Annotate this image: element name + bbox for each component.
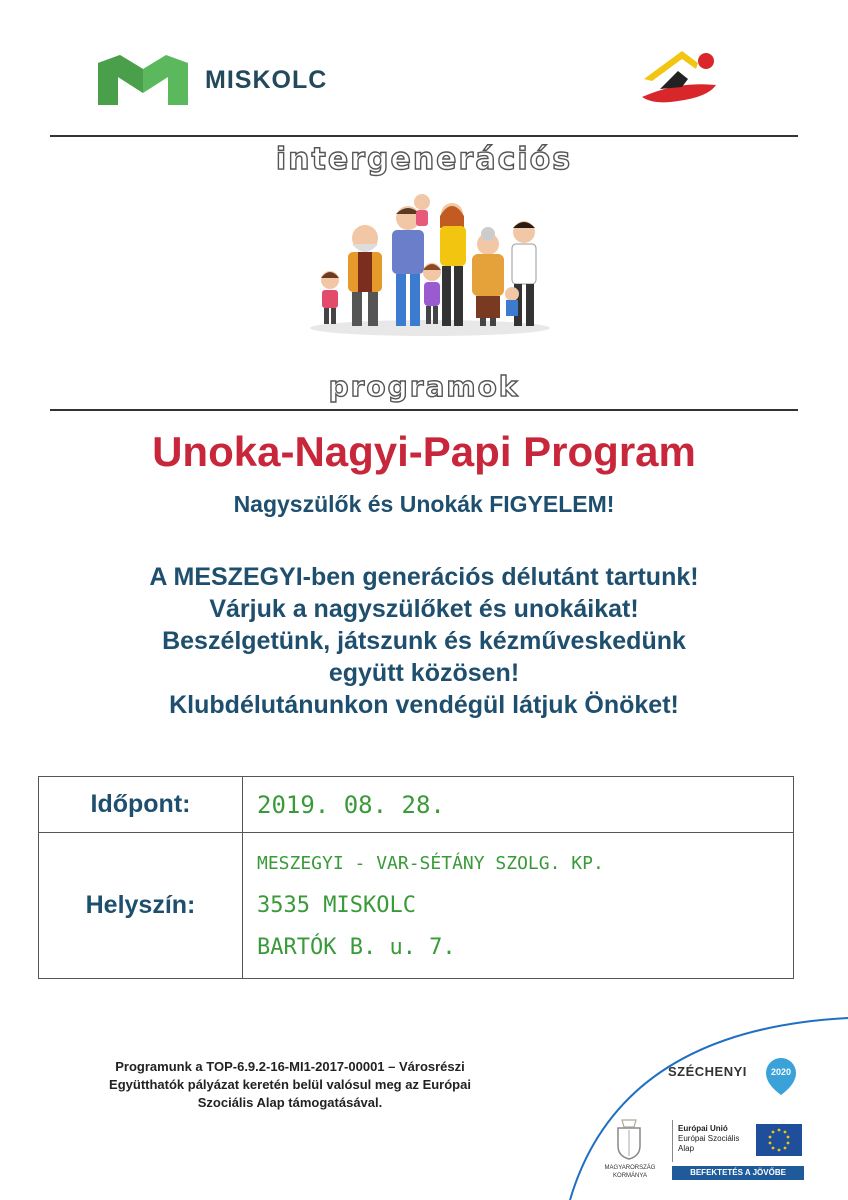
date-value: 2019. 08. 28. bbox=[243, 777, 794, 833]
footer-line: Programunk a TOP-6.9.2-16-MI1-2017-00001 – Városrészi bbox=[115, 1059, 465, 1074]
info-table bbox=[38, 776, 794, 979]
footer-text bbox=[40, 1058, 540, 1112]
date-label: Időpont: bbox=[39, 777, 243, 833]
banner-top-word: intergenerációs bbox=[275, 142, 573, 177]
middle-rule bbox=[50, 409, 798, 411]
eu-line: Alap bbox=[678, 1144, 695, 1153]
footer-line: Együtthatók pályázat keretén belül valósul meg az Európai bbox=[109, 1077, 471, 1092]
government-label bbox=[590, 1164, 670, 1180]
logo-text: MISKOLC bbox=[205, 66, 328, 94]
body-text bbox=[0, 561, 848, 721]
place-line: 3535 MISKOLC bbox=[257, 892, 416, 918]
body-line: A MESZEGYI-ben generációs délutánt tartunk! bbox=[149, 563, 699, 591]
place-row bbox=[39, 833, 794, 979]
gov-line: KORMÁNYA bbox=[613, 1173, 647, 1179]
footer-line: Szociális Alap támogatásával. bbox=[197, 1095, 383, 1110]
house-logo-icon bbox=[638, 45, 720, 107]
eu-slogan: BEFEKTETÉS A JÖVŐBE bbox=[672, 1166, 804, 1180]
top-rule bbox=[50, 135, 798, 137]
gov-line: MAGYARORSZÁG bbox=[604, 1165, 656, 1171]
body-line: Beszélgetünk, játszunk és kézműveskedünk bbox=[162, 627, 686, 655]
miskolc-logo-icon bbox=[98, 55, 188, 107]
szechenyi-year: 2020 bbox=[770, 1067, 792, 1077]
place-line: MESZEGYI - VAR-SÉTÁNY SZOLG. KP. bbox=[257, 852, 604, 874]
banner-bottom-word: programok bbox=[328, 370, 520, 403]
eu-flag-icon bbox=[756, 1124, 802, 1156]
szechenyi-label: SZÉCHENYI bbox=[668, 1064, 747, 1079]
place-line: BARTÓK B. u. 7. bbox=[257, 934, 456, 960]
body-line: Klubdélutánunkon vendégül látjuk Önöket! bbox=[169, 691, 679, 719]
family-illustration-icon bbox=[300, 188, 560, 338]
main-title: Unoka-Nagyi-Papi Program bbox=[152, 428, 696, 475]
eu-text bbox=[678, 1124, 739, 1154]
place-label: Helyszín: bbox=[39, 833, 243, 979]
date-row bbox=[39, 777, 794, 833]
eu-line: Európai Unió bbox=[678, 1124, 728, 1133]
subtitle: Nagyszülők és Unokák FIGYELEM! bbox=[233, 491, 615, 517]
coat-of-arms-icon bbox=[614, 1118, 644, 1160]
body-line: Várjuk a nagyszülőket és unokáikat! bbox=[209, 595, 639, 623]
place-value bbox=[243, 833, 794, 979]
eu-line: Európai Szociális bbox=[678, 1134, 740, 1143]
body-line: együtt közösen! bbox=[328, 659, 520, 687]
